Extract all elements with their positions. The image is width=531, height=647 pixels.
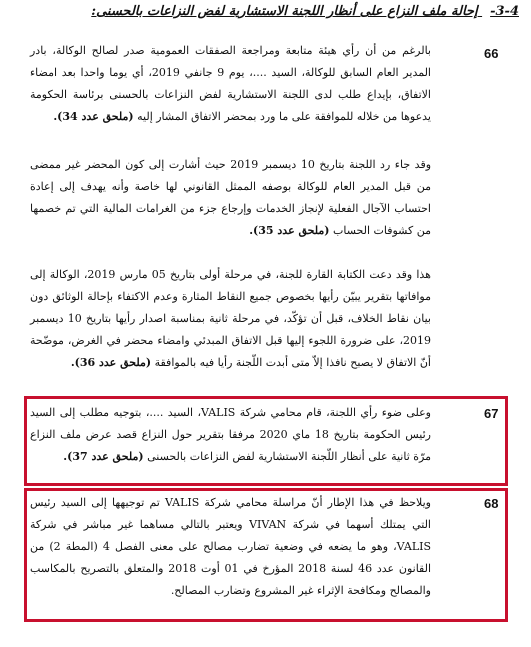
section-title: إحالة ملف النزاع على أنظار اللجنة الاستشارية لفض النزاعات بالحسنى: <box>91 4 478 19</box>
annex-reference: (ملحق عدد 35). <box>249 224 330 237</box>
paragraph-text: ويلاحظ في هذا الإطار أنّ مراسلة محامي شركة VALIS تم توجيهها إلى السيد رئيس التي يمتلك أسهما في شركة VIVAN ويعتبر بالتالي مساهما غير مباشر في شركة VALIS، وهو ما يضعه في وضعية تضارب مصالح على معنى الفصل 4 (المطة 2) من القانون عدد 46 لسنة 2018 المؤرخ في 01 أوت 2018 والمتعلق بالتصريح بالمكاسب والمصالح ومكافحة الإثراء غير المشروع وتضارب المصالح. <box>30 496 432 597</box>
annex-reference: (ملحق عدد 34). <box>53 110 134 123</box>
section-number: 3-4- <box>490 4 519 19</box>
paragraph-text: هذا وقد دعت الكتابة القارة للجنة، في مرحلة أولى بتاريخ 05 مارس 2019، الوكالة إلى موافاتها بتقرير يبيّن رأيها بخصوص جميع النقاط المثارة وعدم الاكتفاء بإحالة الوثائق دون بيان نقاط الخلاف، قبل أن تؤكّد، في مرحلة ثانية بمناسبة اصدار رأيها بتاريخ 10 ديسمبر 2019، على ضرورة اللجوء إليها قبل الاتفاق المبدئي وامضاء محضر في الغرض، موضّحة أنّ الاتفاق لا يصبح نافذا إلاّ متى أبدت اللّجنة رأيا فيه بالموافقة <box>30 268 431 369</box>
section-heading <box>20 4 519 19</box>
paragraph-68 <box>30 492 431 602</box>
paragraph-text: وعلى ضوء رأي اللجنة، قام محامي شركة VALIS، السيد ....، بتوجيه مطلب إلى السيد رئيس الحكومة بتاريخ 18 ماي 2020 مرفقا بتقرير حول النزاع قصد عرض ملف النزاع مرّة ثانية على أنظار اللّجنة الاستشارية لفض النزاعات بالحسنى <box>30 406 431 463</box>
paragraph-text: بالرغم من أن رأي هيئة متابعة ومراجعة الصفقات العمومية صدر لصالح الوكالة، بادر المدير العام السابق للوكالة، السيد ....، يوم 9 جانفي 2019، أي يوما واحدا بعد امضاء الاتفاق، بإيداع طلب لدى اللجنة الاستشارية لفض النزاعات بالحسنى برئاسة الحكومة يدعوها من خلاله للموافقة على ما ورد بمحضر الاتفاق المشار إليه <box>30 44 431 123</box>
paragraph-number-68: 68 <box>484 496 499 511</box>
paragraph-66 <box>30 40 431 128</box>
paragraph-number-67: 67 <box>484 406 499 421</box>
paragraph-number-66: 66 <box>484 46 499 61</box>
paragraph-secretariat <box>30 264 431 374</box>
paragraph-committee-reply <box>30 154 431 242</box>
paragraph-67 <box>30 402 431 468</box>
annex-reference: (ملحق عدد 36). <box>70 356 152 369</box>
paragraph-text: وقد جاء رد اللجنة بتاريخ 10 ديسمبر 2019 حيث أشارت إلى كون المحضر غير ممضى من قبل المدير العام للوكالة بوصفه الممثل القانوني لها خاصة وأنه يهدف إلى إعادة احتساب الآجال الفعلية لإنجاز الخدمات وإرجاع جزء من الغرامات المالية التي تم خصمها من كشوفات الحساب <box>30 158 432 237</box>
annex-reference: (ملحق عدد 37). <box>63 450 144 463</box>
